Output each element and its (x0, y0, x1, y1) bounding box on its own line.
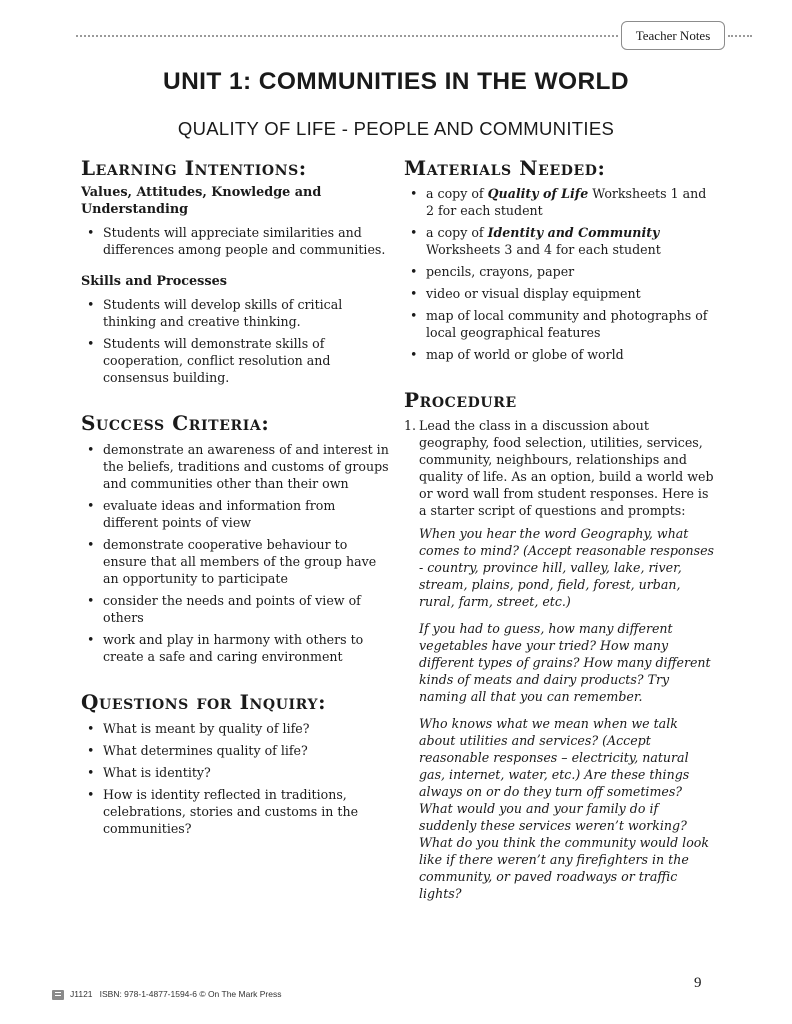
product-code: J1121 (70, 989, 93, 999)
book-icon (52, 990, 64, 1000)
isbn-text: ISBN: 978-1-4877-1594-6 © On The Mark Press (99, 989, 282, 999)
header-dotted-rule-right (728, 35, 752, 37)
materials-needed-heading: Materials Needed: (404, 156, 606, 180)
list-item: • map of world or globe of world (404, 346, 714, 363)
lesson-subtitle: QUALITY OF LIFE - PEOPLE AND COMMUNITIES (177, 118, 615, 139)
materials-list (404, 185, 714, 363)
left-column (81, 155, 391, 837)
script-prompt: When you hear the word Geography, what comes to mind? (Accept reasonable responses - country, province hill, valley, lake, river, stream, plains, pond, field, forest, urban, rural, farm, street, etc.) (419, 526, 714, 609)
procedure-step (404, 417, 714, 902)
list-item: • work and play in harmony with others to create a safe and caring environment (81, 631, 391, 665)
success-criteria-list (81, 441, 391, 665)
inquiry-list (81, 720, 391, 837)
materials-text: Worksheets 1 and 2 for each student (426, 186, 707, 218)
worksheet-title: Quality of Life (487, 186, 589, 201)
list-item: • How is identity reflected in traditions, celebrations, stories and customs in the communities? (81, 786, 391, 837)
list-item: • map of local community and photographs of local geographical features (404, 307, 714, 341)
list-item: • What is identity? (81, 764, 391, 781)
values-subheading: Values, Attitudes, Knowledge and Understanding (81, 185, 322, 217)
list-item (404, 185, 714, 219)
list-item: • Students will appreciate similarities and differences among people and communities. (81, 224, 391, 258)
header-dotted-rule (76, 35, 618, 37)
list-item: • pencils, crayons, paper (404, 263, 714, 280)
page-number: 9 (694, 975, 702, 991)
script-prompt: If you had to guess, how many different vegetables have your tried? How many different types of grains? How many different kinds of meats and dairy products? Try naming all that you can remember. (419, 621, 711, 704)
list-item: • video or visual display equipment (404, 285, 714, 302)
step-number: 1. (404, 418, 417, 433)
worksheet-title: Identity and Community (487, 225, 660, 240)
skills-subheading: Skills and Processes (81, 274, 227, 289)
values-list (81, 224, 391, 258)
step-text: Lead the class in a discussion about geography, food selection, utilities, services, community, neighbours, relationships and quality of life. As an option, build a world web or word wall from student responses. Here is a starter script of questions and prompts: (419, 418, 714, 518)
list-item: • What determines quality of life? (81, 742, 391, 759)
skills-list (81, 296, 391, 386)
list-item: • consider the needs and points of view of others (81, 592, 391, 626)
success-criteria-heading: Success Criteria: (81, 411, 270, 435)
list-item: • demonstrate an awareness of and interest in the beliefs, traditions and customs of groups and communities other than their own (81, 441, 391, 492)
list-item: • Students will develop skills of critical thinking and creative thinking. (81, 296, 391, 330)
procedure-heading: Procedure (404, 388, 517, 412)
list-item (404, 224, 714, 258)
materials-text: a copy of (426, 225, 488, 240)
unit-title: UNIT 1: COMMUNITIES IN THE WORLD (162, 68, 630, 95)
list-item: • Students will demonstrate skills of cooperation, conflict resolution and consensus building. (81, 335, 391, 386)
list-item: • demonstrate cooperative behaviour to ensure that all members of the group have an opportunity to participate (81, 536, 391, 587)
right-column (404, 155, 714, 902)
list-item: • evaluate ideas and information from different points of view (81, 497, 391, 531)
materials-text: Worksheets 3 and 4 for each student (426, 242, 661, 257)
list-item: • What is meant by quality of life? (81, 720, 391, 737)
teacher-notes-tab: Teacher Notes (621, 21, 725, 50)
script-prompt: Who knows what we mean when we talk about utilities and services? (Accept reasonable responses – electricity, natural gas, internet, water, etc.) Are these things always on or do they turn off sometimes? What would you and your family do if suddenly these services weren’t working? What do you think the community would look like if there weren’t any firefighters in the community, or paved roadways or traffic lights? (419, 716, 709, 901)
learning-intentions-heading: Learning Intentions: (81, 156, 307, 180)
materials-text: a copy of (426, 186, 488, 201)
questions-for-inquiry-heading: Questions for Inquiry: (81, 690, 327, 714)
procedure-list (404, 417, 714, 902)
footer (52, 989, 281, 1000)
